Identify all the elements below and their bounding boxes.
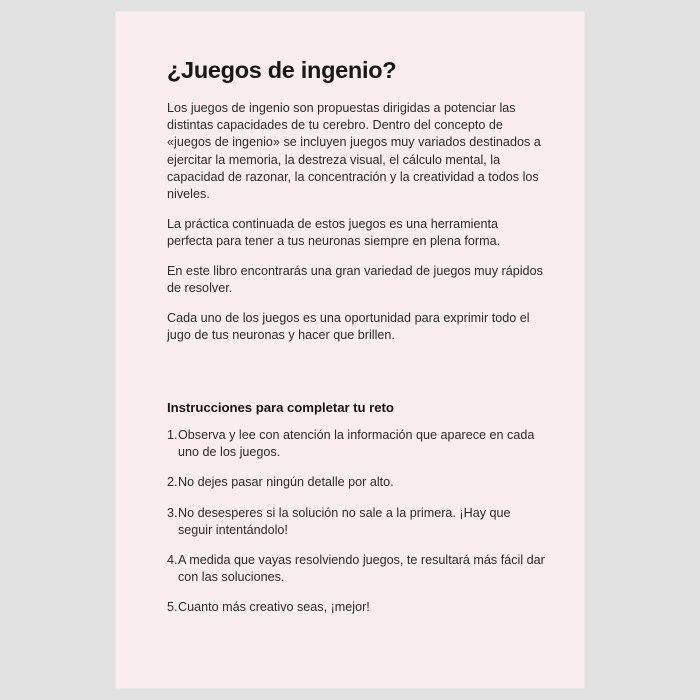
list-item: [167, 474, 547, 491]
instructions-heading: Instrucciones para completar tu reto: [167, 399, 394, 415]
intro-paragraph-3: En este libro encontrarás una gran variedad de juegos muy rápidos de resolver.: [167, 263, 543, 295]
list-item: [167, 505, 547, 539]
list-item-number: 3.: [167, 505, 178, 520]
list-item-number: 1.: [167, 427, 178, 442]
intro-paragraph-4: Cada uno de los juegos es una oportunidad para exprimir todo el jugo de tus neuronas y hacer que brillen.: [167, 310, 530, 342]
list-item-number: 5.: [167, 600, 178, 615]
list-item-text: Cuanto más creativo seas, ¡mejor!: [178, 600, 370, 615]
intro-paragraph-1: Los juegos de ingenio son propuestas dirigidas a potenciar las distintas capacidades de tu cerebro. Dentro del concepto de «juegos de ingenio» se incluyen juegos muy variados destinados a ejercitar la memoria, la destreza visual, el cálculo mental, la capacidad de razonar, la concentración y la creatividad a todos los niveles.: [167, 101, 541, 202]
list-item-text: Observa y lee con atención la información que aparece en cada uno de los juegos.: [178, 427, 535, 460]
list-item-text: No desesperes si la solución no sale a la primera. ¡Hay que seguir intentándolo!: [178, 505, 511, 537]
list-item-number: 2.: [167, 475, 178, 490]
intro-paragraph-2: La práctica continuada de estos juegos es una herramienta perfecta para tener a tus neuronas siempre en plena forma.: [167, 216, 501, 248]
list-item-number: 4.: [167, 552, 178, 567]
document-page: [116, 12, 584, 688]
list-item: [167, 427, 547, 461]
list-item: [167, 599, 547, 616]
list-item: [167, 552, 547, 586]
list-item-text: A medida que vayas resolviendo juegos, te resultará más fácil dar con las soluciones.: [178, 552, 545, 585]
instructions-list: [167, 427, 547, 617]
page-title: ¿Juegos de ingenio?: [167, 57, 397, 83]
instructions-section: [167, 399, 547, 617]
document-content: [167, 56, 547, 617]
list-item-text: No dejes pasar ningún detalle por alto.: [178, 475, 394, 490]
